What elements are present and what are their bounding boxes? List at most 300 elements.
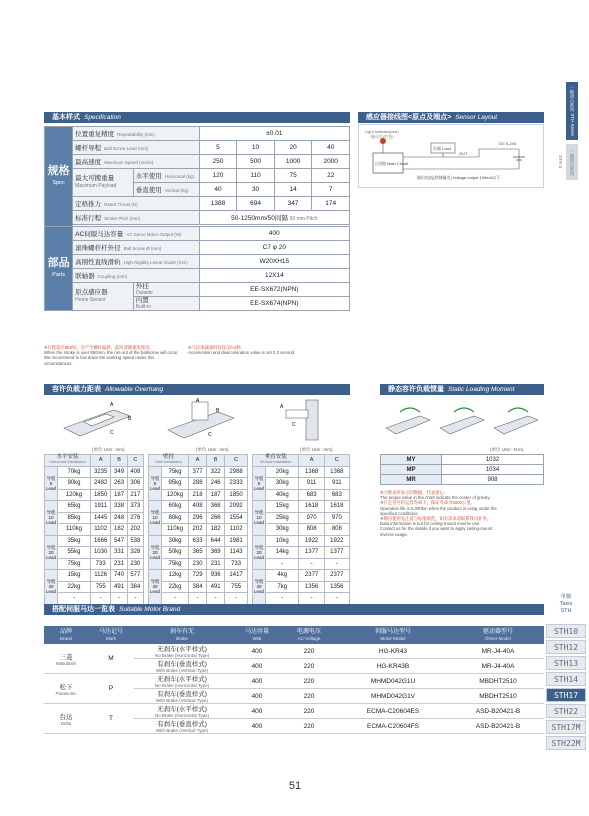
series-tab-sth22m[interactable]: STH22M (546, 736, 586, 750)
table-cell: 369 (207, 547, 225, 559)
in-value: EE-SX674(NPN) (199, 297, 349, 311)
motor-model-cell: MHMD042G1U (334, 674, 452, 689)
driver-model-cell: ASD-B20421-B (452, 719, 544, 734)
static-note3-en1: Data information is not for ceiling-mount inverse use. (380, 521, 481, 527)
horiz-value: 120 (199, 169, 237, 183)
table-cell: 120kg (58, 489, 91, 501)
table-cell: 936 (207, 570, 225, 582)
lead-cell: 导程 20 Lead (149, 535, 162, 570)
dc-label: DC 5-24V (499, 141, 517, 146)
parts-group-cn: 部品 (47, 256, 70, 269)
vert-label (133, 183, 199, 197)
brand-col-header (134, 626, 230, 644)
motor-en: AC Servo Motor Output (W) (126, 232, 182, 237)
thrust-cn: 定格推力 (75, 201, 102, 208)
table-row (149, 558, 248, 570)
table-cell: 217 (127, 489, 143, 501)
illus-b: B (128, 416, 132, 422)
table-cell: 25kg (266, 512, 299, 524)
table-cell: 808 (299, 524, 324, 536)
brand-col-header (334, 626, 452, 644)
table-row (45, 466, 144, 478)
lead-cell: 导程 5 Lead (45, 466, 58, 501)
table-row (44, 674, 544, 689)
stroke-cn: 标准行程 (75, 215, 102, 222)
table-row (44, 704, 544, 719)
table-cell: - (225, 593, 248, 605)
table-cell: 22kg (162, 581, 189, 593)
spec-table (44, 126, 350, 311)
table-cell: 740 (111, 570, 127, 582)
table-cell: 338 (111, 501, 127, 513)
lead-value: 40 (312, 141, 350, 155)
table-cell: - (111, 593, 127, 605)
col-cn: 刹车有无 (169, 629, 194, 635)
lead-cell: 导程 40 Lead (149, 570, 162, 605)
table-cell: 110kg (162, 524, 189, 536)
lead-cell: 导程 5 Lead (253, 466, 266, 501)
table-cell: 202 (127, 524, 143, 536)
illus-c: C (110, 430, 114, 436)
table-cell: 231 (207, 558, 225, 570)
payload-label (73, 169, 134, 197)
ov-col: C (225, 455, 248, 467)
guide-label (73, 255, 200, 269)
table-row (253, 581, 350, 593)
brand-cell: 三菱 Mitsubishi (44, 644, 88, 674)
ov-body (149, 466, 248, 604)
brand-cell: 松下 Panasonic (44, 674, 88, 704)
stroke-val-en: 50 mm Pitch (289, 216, 318, 222)
vert-en: Vertical (kg) (164, 188, 189, 193)
table-row (253, 535, 350, 547)
coupling-label (73, 269, 200, 283)
coupling-en: Coupling (mm) (97, 274, 128, 279)
mark-cell: P (88, 674, 134, 704)
volt-cell: 220 (284, 719, 334, 734)
table-cell: 1850 (90, 489, 110, 501)
table-cell: 633 (188, 535, 206, 547)
table-cell: 40kg (266, 489, 299, 501)
thrust-en: Rated Thrust (N) (104, 202, 138, 207)
table-row (149, 501, 248, 513)
in-label (133, 297, 199, 311)
overhang-illustration-vertical (252, 398, 352, 442)
static-note3-en2: Contact us for the details if you want to apply ceiling-mount (380, 526, 493, 532)
table-cell: - (207, 593, 225, 605)
table-row (44, 644, 544, 659)
spec-group-en: Spec (52, 179, 65, 186)
driver-model-cell: MR-J4-40A (452, 659, 544, 674)
table-cell: 35kg (58, 535, 91, 547)
table-cell: 1377 (324, 547, 349, 559)
screw-en: Ball Screw Ø (mm) (123, 246, 162, 251)
table-row (253, 558, 350, 570)
table-cell: 10kg (266, 535, 299, 547)
lead-cell: 导程 10 Lead (149, 501, 162, 536)
table-row (45, 570, 144, 582)
illus-a: A (110, 402, 114, 408)
col-en: Mark (106, 636, 116, 641)
ov-col: B (207, 455, 225, 467)
static-row-value: 1032 (442, 455, 544, 465)
sensor-header-en: Sensor Layout (455, 114, 498, 121)
driver-model-cell: MBDHT2510 (452, 674, 544, 689)
lead-cell: 导程 10 Lead (45, 501, 58, 536)
table-row (253, 547, 350, 559)
motor-model-cell: HG-KR43 (334, 644, 452, 659)
lead-value: 20 (274, 141, 312, 155)
table-cell: 491 (207, 581, 225, 593)
side-label-top (566, 82, 578, 140)
static-row-label: MP (381, 465, 442, 475)
table-cell: - (90, 593, 110, 605)
lead-value: 5 (199, 141, 237, 155)
static-unit: (单位 Unit : N.m) (490, 447, 524, 452)
table-cell: - (324, 593, 349, 605)
static-table (380, 454, 544, 485)
brand-header-cn: 搭配伺服马达一览表 (52, 606, 115, 613)
table-row (45, 581, 144, 593)
table-cell: 202 (188, 524, 206, 536)
volt-cell: 220 (284, 659, 334, 674)
static-row-value: 908 (442, 475, 544, 485)
table-cell: 911 (299, 478, 324, 490)
table-row (45, 593, 144, 605)
payload-en: Maximum Payload (75, 183, 117, 189)
table-cell: 408 (188, 501, 206, 513)
stroke-val-cn: 50-1250mm/50间隔 (231, 215, 288, 222)
motor-model-cell: ECMA-C20604FS (334, 719, 452, 734)
series-tab-sth22[interactable]: STH22 (546, 704, 586, 718)
table-cell: 547 (111, 535, 127, 547)
stroke-value (199, 211, 349, 225)
table-cell: 4kg (266, 570, 299, 582)
parts-group-label (45, 227, 73, 311)
repeat-label (73, 127, 200, 141)
series-tab-sth17m[interactable]: STH17M (546, 720, 586, 734)
illus-c: C (208, 432, 212, 438)
table-cell: 182 (111, 524, 127, 536)
brand-table (44, 626, 544, 734)
table-cell: 1554 (225, 512, 248, 524)
table-row (45, 558, 144, 570)
table-cell: - (299, 558, 324, 570)
static-note2-red: ※行走型号的运营寿命下，保证寿命为5000公里。 (380, 500, 475, 506)
illus-c: C (292, 422, 296, 428)
table-row (149, 581, 248, 593)
table-cell: 1377 (299, 547, 324, 559)
repeat-value: ±0.01 (199, 127, 349, 141)
lead-en: Ball Screw Lead (mm) (104, 146, 149, 151)
table-cell: - (127, 593, 143, 605)
series-tab-sth17[interactable]: STH17 (546, 688, 586, 702)
col-en: Watt (252, 636, 262, 641)
static-row-label: MR (381, 475, 442, 485)
table-row (253, 466, 350, 478)
ov-title-cn: 壁挂 (162, 454, 174, 461)
brand-header-en: Suitable Motor Brand (119, 606, 181, 613)
table-cell: - (266, 558, 299, 570)
ov-title-cn: 垂直安装 (264, 454, 287, 461)
col-en: Brand (59, 636, 72, 641)
repeat-cn: 位置重复精度 (75, 131, 115, 138)
stroke-label (73, 211, 200, 225)
ov-col: A (299, 455, 324, 467)
brand-header (44, 604, 544, 615)
table-cell: 230 (127, 558, 143, 570)
current-cn: 单轴 (560, 594, 572, 600)
table-cell: - (188, 593, 206, 605)
table-cell: 2482 (90, 478, 110, 490)
illus-b: B (216, 408, 220, 414)
table-cell: 60kg (162, 501, 189, 513)
table-cell: 22kg (58, 581, 91, 593)
illus-a: A (280, 404, 284, 410)
main-circuit-label: 主回路 Main Circuit (374, 161, 409, 166)
side-mid-en: STH S (558, 155, 563, 169)
table-cell: 50kg (162, 547, 189, 559)
table-row (149, 489, 248, 501)
current-label: 输出电流(控制输出) Voltage output 100mA以下 (417, 175, 501, 180)
table-row (253, 501, 350, 513)
horiz-cn: 水平使用 (135, 173, 162, 180)
table-cell: 120kg (162, 489, 189, 501)
repeat-en: Repeatability (mm) (117, 132, 155, 137)
table-cell: 14kg (266, 547, 299, 559)
static-header (380, 384, 544, 395)
table-cell: 2377 (299, 570, 324, 582)
side-top-cn: 一轴滑台系列 (570, 85, 575, 113)
speed-value: 2000 (312, 155, 350, 169)
col-cn: 品牌 (59, 629, 72, 635)
table-row (149, 466, 248, 478)
horiz-label (133, 169, 199, 183)
motor-cn: AC伺服马达容量 (75, 231, 124, 238)
illus-a: A (196, 398, 200, 404)
table-cell: 1417 (225, 570, 248, 582)
table-cell: 349 (111, 466, 127, 478)
sensor-cn: 原点感应器 (75, 289, 108, 296)
watt-cell: 400 (230, 659, 284, 674)
lead-cell: 导程 40 Lead (45, 570, 58, 605)
out-en: Outside (135, 289, 153, 296)
screw-label (73, 241, 200, 255)
table-cell: 1850 (225, 489, 248, 501)
coupling-value: 12X14 (199, 269, 349, 283)
my-moment-icon (386, 408, 430, 434)
ov-title-cn: 水平安装 (56, 454, 79, 461)
table-cell: 30kg (266, 524, 299, 536)
table-cell: 1102 (225, 524, 248, 536)
mr-moment-icon (494, 408, 538, 434)
table-cell: 30kg (266, 478, 299, 490)
page-number: 51 (288, 780, 302, 792)
series-tab-sth14[interactable]: STH14 (546, 672, 586, 686)
in-en: Built-in (135, 303, 151, 310)
table-cell: 276 (127, 512, 143, 524)
sensor-header-cn: 感应器接线图<原点及端点> (366, 114, 452, 121)
horiz-value: 22 (312, 169, 350, 183)
lead-value: 10 (237, 141, 275, 155)
table-cell: 755 (90, 581, 110, 593)
static-note1-en: The torque value in the chart indicate the center of gravity. (380, 495, 491, 501)
table-cell: 373 (127, 501, 143, 513)
spec-note-left-en2: We recommend to low down the working speed under this circumstances. (44, 355, 155, 366)
motor-model-cell: ECMA-C20604ES (334, 704, 452, 719)
overhang-table-wall (148, 454, 248, 605)
current-code: STH (560, 608, 572, 614)
table-cell: 1981 (225, 535, 248, 547)
table-row (45, 535, 144, 547)
spec-header (44, 112, 350, 123)
ov-col: A (90, 455, 110, 467)
table-cell: 110kg (58, 524, 91, 536)
table-cell: 1356 (299, 581, 324, 593)
table-cell: 288 (188, 478, 206, 490)
table-cell: 231 (111, 558, 127, 570)
load-label: 负载 Load (433, 146, 452, 151)
table-cell: 90kg (58, 478, 91, 490)
table-row (149, 524, 248, 536)
table-cell: 266 (207, 512, 225, 524)
thrust-value: 694 (237, 197, 275, 211)
brand-col-header (230, 626, 284, 644)
guide-cn: 高刚性直线滑轨 (75, 259, 121, 266)
table-cell: 7kg (266, 581, 299, 593)
overhang-header-en: Allowable Overhang (105, 386, 164, 393)
table-cell: 577 (127, 570, 143, 582)
table-cell: 187 (207, 489, 225, 501)
table-row (149, 593, 248, 605)
speed-label (73, 155, 200, 169)
watt-cell: 400 (230, 644, 284, 659)
spec-note-left (44, 345, 184, 366)
table-cell: 230 (188, 558, 206, 570)
out-value: EE-SX672(NPN) (199, 283, 349, 297)
table-cell: 55kg (58, 547, 91, 559)
table-cell: 970 (299, 512, 324, 524)
brand-col-header (284, 626, 334, 644)
speed-en: Maximum Speed (mm/s) (104, 160, 154, 165)
overhang-table-horizontal (44, 454, 144, 605)
static-note2-en2: specified conditions. (380, 510, 419, 516)
table-cell: 365 (188, 547, 206, 559)
spec-note-left-red: ※行程超过850时，会产生螺杆偏摆，此时请降速度使用。 (44, 345, 154, 350)
table-cell: - (266, 593, 299, 605)
screw-cn: 滚珠螺杆杆外径 (75, 245, 121, 252)
motor-model-cell: HG-KR43B (334, 659, 452, 674)
col-cn: 驱动器型号 (482, 629, 513, 635)
table-cell: 384 (127, 581, 143, 593)
ov-title-en: Wall Installation (155, 460, 182, 465)
light-indicator-label: Light Indicator(red) (365, 129, 399, 134)
lead-cell: 导程 5 Lead (149, 466, 162, 501)
table-cell: 491 (111, 581, 127, 593)
table-cell: 368 (207, 501, 225, 513)
table-row (253, 524, 350, 536)
table-cell: 729 (188, 570, 206, 582)
static-row-value: 1034 (442, 465, 544, 475)
table-cell: 20kg (266, 466, 299, 478)
thrust-value: 1388 (199, 197, 237, 211)
driver-model-cell: ASD-B20421-B (452, 704, 544, 719)
sensor-header (358, 112, 544, 123)
vert-value: 7 (312, 183, 350, 197)
table-cell: 2333 (225, 478, 248, 490)
table-cell: 306 (127, 478, 143, 490)
series-tab-sth12[interactable]: STH12 (546, 640, 586, 654)
screw-value: C7 φ 20 (199, 241, 349, 255)
driver-model-cell: MR-J4-40A (452, 644, 544, 659)
spec-group-cn: 规格 (47, 164, 70, 177)
brake-cell: 无刹车(水平样式) No Brake (Horizontal Type) (134, 674, 230, 689)
table-cell: 1911 (90, 501, 110, 513)
brand-body (44, 644, 544, 734)
col-cn: 伺服马达型号 (374, 629, 411, 635)
volt-cell: 220 (284, 689, 334, 704)
table-row (149, 535, 248, 547)
static-illustrations (380, 398, 544, 442)
watt-cell: 400 (230, 689, 284, 704)
brake-cell: 有刹车(垂直样式) With Brake (Vertical Type) (134, 719, 230, 734)
series-tab-sth13[interactable]: STH13 (546, 656, 586, 670)
table-cell: 248 (111, 512, 127, 524)
ov-body (253, 466, 350, 604)
sensor-label (73, 283, 134, 311)
table-cell: 70kg (58, 466, 91, 478)
volt-cell: 220 (284, 704, 334, 719)
out-label (133, 283, 199, 297)
ov-col: A (188, 455, 206, 467)
mark-cell: T (88, 704, 134, 734)
table-cell: 2092 (225, 501, 248, 513)
col-cn: 电源电压 (296, 629, 321, 635)
table-cell: 1618 (324, 501, 349, 513)
parts-group-en: Parts (52, 271, 65, 278)
ov-col: C (127, 455, 143, 467)
table-cell: 1922 (324, 535, 349, 547)
overhang-unit-2: (单位 Unit : mm) (196, 447, 229, 452)
thrust-label (73, 197, 200, 211)
table-cell: 911 (324, 478, 349, 490)
table-row (253, 593, 350, 605)
table-row (45, 501, 144, 513)
spec-header-cn: 基本样式 (52, 114, 80, 121)
spec-group-label (45, 127, 73, 227)
table-cell: 377 (188, 466, 206, 478)
table-cell: 80kg (162, 512, 189, 524)
table-cell: 75kg (162, 558, 189, 570)
lead-label (73, 141, 200, 155)
table-cell: 218 (188, 489, 206, 501)
speed-cn: 最高速度 (75, 159, 102, 166)
table-cell: 538 (127, 535, 143, 547)
motor-value: 400 (199, 227, 349, 241)
ov-col: C (324, 455, 349, 467)
table-cell: 384 (188, 581, 206, 593)
spec-header-en: Specification (84, 114, 121, 121)
series-tab-sth10[interactable]: STH10 (546, 624, 586, 638)
side-label-mid (558, 144, 578, 180)
current-series-label (546, 594, 586, 615)
side-mid-cn: 一轴滑台系列 (570, 148, 575, 176)
vert-cn: 垂直使用 (135, 187, 162, 194)
static-note3-en3: inverse usage. (380, 531, 408, 537)
volt-cell: 220 (284, 674, 334, 689)
overhang-illustration-horizontal (44, 398, 144, 442)
table-cell: 808 (324, 524, 349, 536)
